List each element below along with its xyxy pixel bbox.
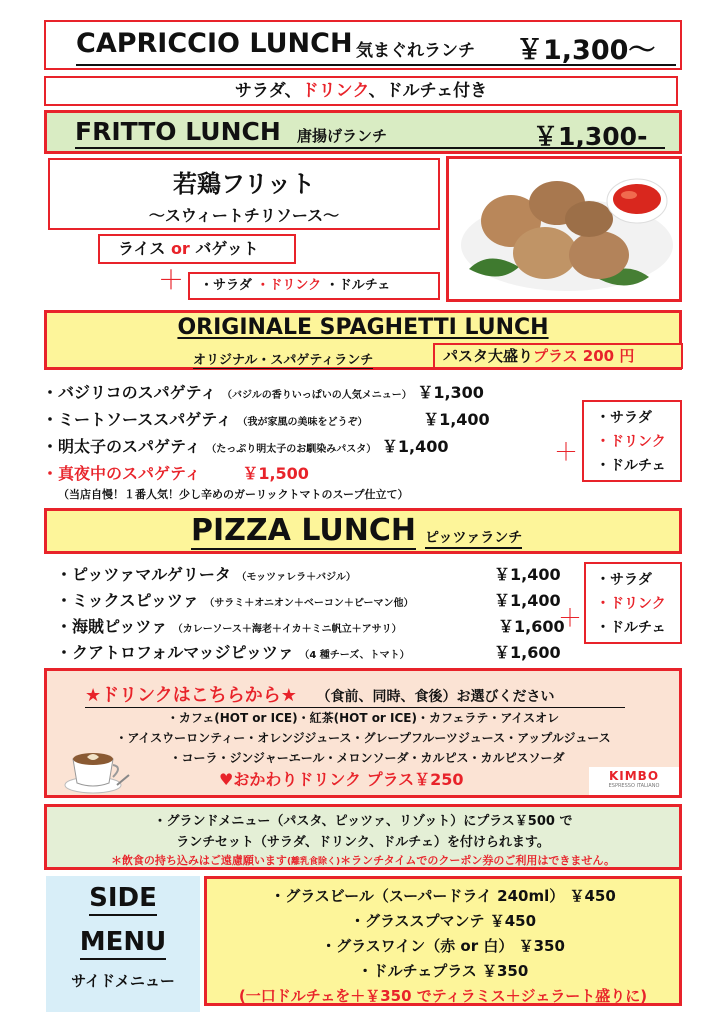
capriccio-title-jp: 気まぐれランチ [356,41,475,61]
pizza-sides-box [584,562,682,644]
fritto-extras-box [188,272,440,300]
pizza-item-2 [56,588,414,611]
grand-note-bring: ＊飲食の持ち込みはご遠慮願います [110,854,287,867]
drinks-title-black: （食前、同時、食後）お選びください [316,689,555,705]
kimbo-logo-sub: ESPRESSO ITALIANO [608,783,660,789]
pizza-item-2-price: ￥1,400 [494,591,561,610]
spaghetti-title-en [47,315,679,340]
pizza-item-3-price: ￥1,600 [498,617,565,636]
side-dolce: ・ドルチェ [596,620,666,636]
fritto-title-en: FRITTO LUNCH [75,117,281,146]
fritto-dish-sub: 〜スウィートチリソース〜 [148,206,340,225]
side-menu-list [204,876,682,1006]
side-item-1: ・グラスビール（スーパードライ 240ml） ￥450 [270,887,616,905]
capriccio-header [44,20,682,70]
capriccio-title-en: CAPRICCIO LUNCH [76,28,353,59]
fritto-title-row [75,115,665,149]
item-name: ・海賊ピッツァ [56,617,168,636]
spaghetti-plus: ＋ [554,438,578,466]
side-item-3: ・グラスワイン（赤 or 白） ￥350 [321,937,565,955]
fried-chicken-photo [446,156,682,302]
kimbo-logo [589,767,679,795]
spaghetti-header [44,310,682,370]
pizza-item-4 [56,640,410,663]
pizza-item-4-price: ￥1,600 [494,643,561,662]
spaghetti-large-box [433,343,683,369]
item-price: ￥1,400 [423,410,490,429]
pizza-item-1 [56,562,356,585]
item-price: ￥1,300 [417,383,484,402]
spaghetti-item-3 [42,434,449,457]
item-desc: （バジルの香りいっぱいの人気メニュー） [221,390,412,401]
choice-rice: ライス [118,239,171,258]
spaghetti-item-2 [42,407,490,430]
side-salad: ・サラダ [596,410,652,426]
item-name: ・ミートソーススパゲティ [42,410,232,429]
coffee-cup-icon [63,745,133,797]
side-subtitle: サイドメニュー [71,972,175,990]
grand-line-3 [47,852,679,868]
item-name: ・明太子のスパゲティ [42,437,201,456]
fritto-header [44,110,682,154]
item-name: ・ピッツァマルゲリータ [56,565,231,584]
large-price: プラス 200 円 [533,347,635,365]
item-name: ・バジリコのスパゲティ [42,383,217,402]
item-price: ￥1,400 [381,437,449,456]
choice-or: or [170,239,190,258]
fritto-choice-box [98,234,296,264]
side-item-4: ・ドルチェプラス ￥350 [357,962,529,980]
side-note: (一口ドルチェを＋￥350 でティラミス＋ジェラート盛りに) [238,987,648,1005]
side-title-1-text: SIDE [89,882,157,916]
fritto-dish-box [48,158,440,230]
drinks-refill: ♥おかわりドリンク プラス￥250 [219,770,464,789]
spaghetti-item-4 [42,461,309,484]
fritto-price: ￥1,300- [533,122,648,151]
capriccio-title-row [76,26,676,66]
item-name: ・真夜中のスパゲティ [42,464,201,483]
side-menu-label [46,876,200,1012]
extras-drink: ・ドリンク [256,278,322,293]
drinks-line-3: ・コーラ・ジンジャーエール・メロンソーダ・カルピス・カルピスソーダ [169,751,565,765]
side-title-1 [46,882,200,916]
item-desc: （モッツァレラ＋バジル） [236,572,356,583]
drinks-title [85,681,625,708]
fritto-plus: ＋ [158,266,185,296]
spaghetti-note: （当店自慢！１番人気！少し辛めのガーリックトマトのスープ仕立て） [58,488,409,501]
grand-note-babyfood: (離乳食除く) [286,857,341,867]
capriccio-price: ￥1,300〜 [516,35,656,66]
side-title-2-text: MENU [80,926,167,960]
choice-baguette: バゲット [189,239,259,258]
grand-line-1: ・グランドメニュー（パスタ、ピッツァ、リゾット）にプラス￥500 で [153,814,573,829]
grand-line-2: ランチセット（サラダ、ドリンク、ドルチェ）を付けられます。 [176,835,550,850]
includes-dolce: 、ドルチェ付き [368,81,488,101]
grand-menu-box [44,804,682,870]
kimbo-logo-text: KIMBO [608,769,660,783]
grand-note-coupon: ＊ランチタイムでのクーポン券のご利用はできません。 [340,854,616,867]
extras-salad: ・サラダ [200,278,252,293]
spaghetti-title-jp: オリジナル・スパゲティランチ [193,349,373,369]
includes-salad: サラダ、 [234,81,302,101]
side-drink: ・ドリンク [596,596,666,612]
item-name: ・ミックスピッツァ [56,591,199,610]
pizza-item-1-price: ￥1,400 [494,565,561,584]
drinks-line-2: ・アイスウーロンティー・オレンジジュース・グレープフルーツジュース・アップルジュース [115,731,611,745]
drinks-title-red: ★ドリンクはこちらから★ [85,685,297,706]
capriccio-includes [44,76,678,106]
item-desc: （4 種チーズ、トマト） [299,650,410,661]
spaghetti-item-1 [42,380,484,403]
item-desc: （たっぷり明太子のお馴染みパスタ） [206,444,377,455]
side-drink: ・ドリンク [596,434,666,450]
pizza-header [44,508,682,554]
pizza-title-en: PIZZA LUNCH [191,513,416,548]
drinks-line-1: ・カフェ(HOT or ICE)・紅茶(HOT or ICE)・カフェラテ・アイスオレ [166,711,560,725]
pizza-item-3 [56,614,402,637]
includes-drink: ドリンク [301,81,369,101]
item-price: ￥1,500 [242,464,309,483]
side-dolce: ・ドルチェ [596,458,666,474]
item-desc: （サラミ＋オニオン＋ベーコン＋ピーマン他） [204,598,414,609]
side-title-2 [46,926,200,960]
item-name: ・クアトロフォルマッジピッツァ [56,643,294,662]
pizza-title-jp: ピッツァランチ [425,527,522,549]
extras-dolce: ・ドルチェ [325,278,391,293]
spaghetti-sides-box [582,400,682,482]
fritto-dish-name: 若鶏フリット [172,170,316,198]
item-desc: （カレーソース＋海老＋イカ＋ミニ帆立＋アサリ） [172,624,402,635]
drinks-box [44,668,682,798]
side-item-2: ・グラススプマンテ ￥450 [349,912,537,930]
side-salad: ・サラダ [596,572,652,588]
fritto-title-jp: 唐揚げランチ [297,127,388,145]
spaghetti-title-en-text: ORIGINALE SPAGHETTI LUNCH [177,315,549,340]
pizza-plus: ＋ [558,604,582,632]
item-desc: （我が家風の美味をどうぞ） [237,417,368,428]
large-label: パスタ大盛り [443,347,534,365]
